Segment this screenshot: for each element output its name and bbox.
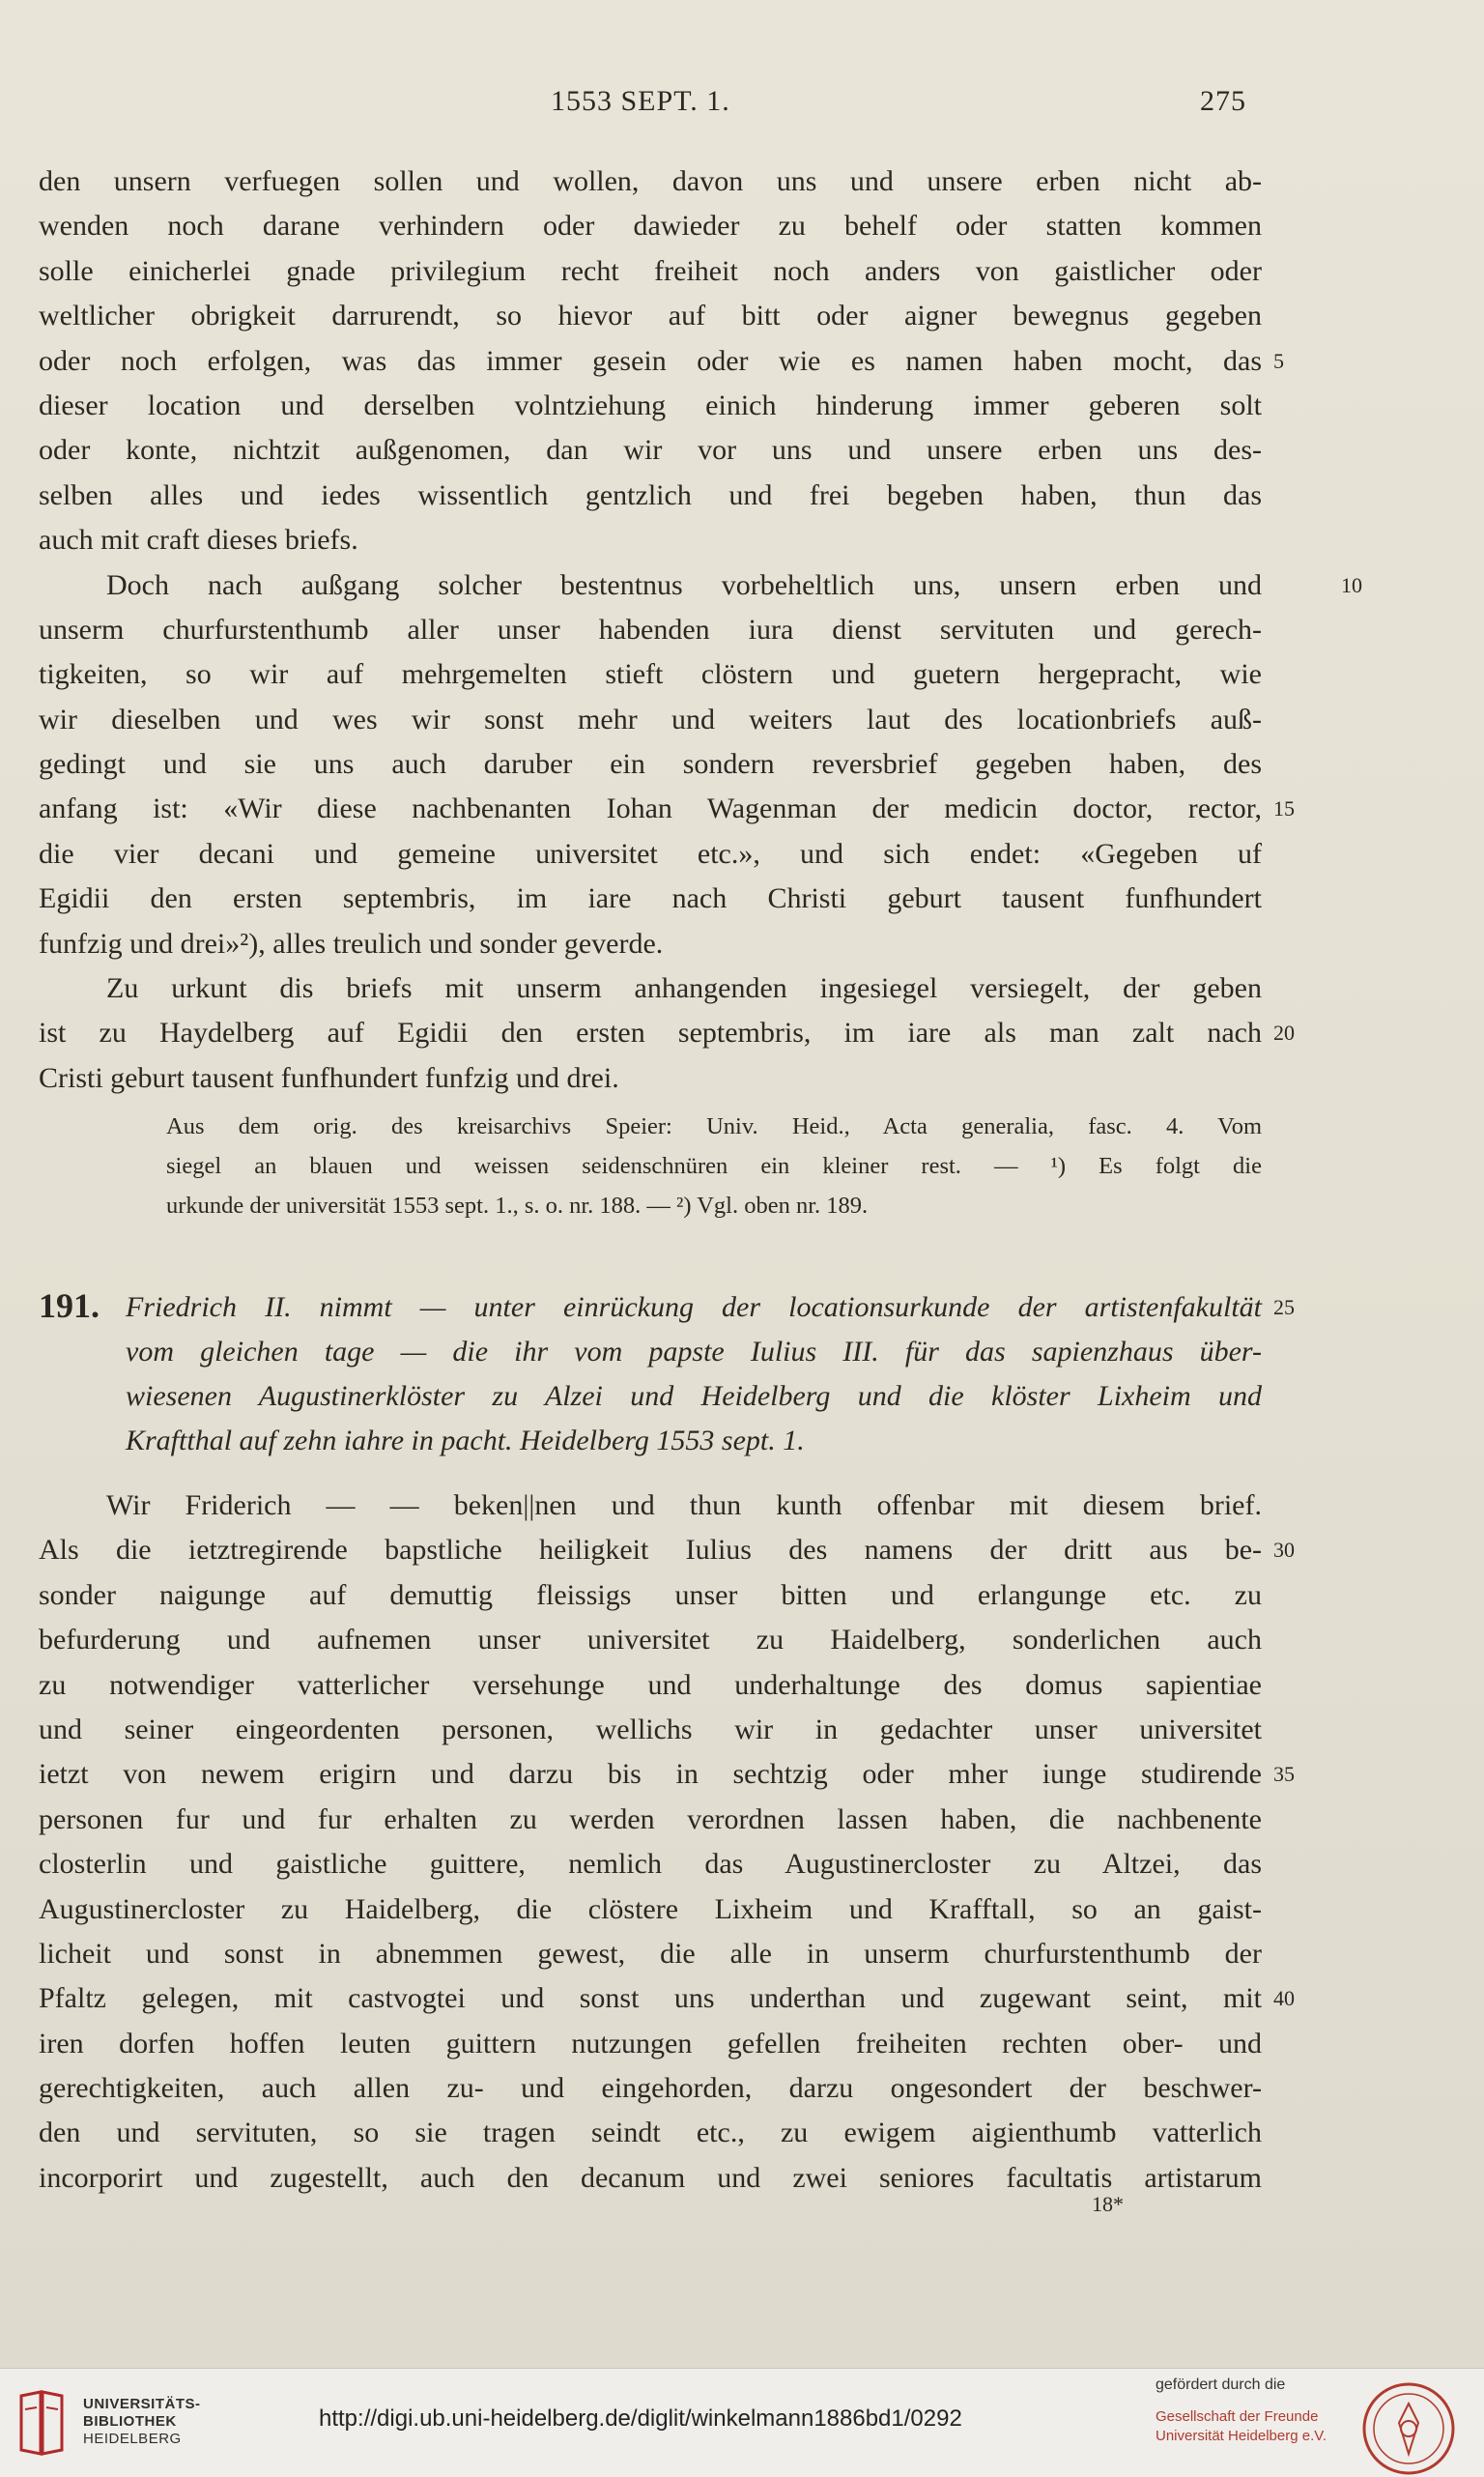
library-name [83,2396,201,2448]
text-line-content: oder konte, nichtzit außgenomen, dan wir vor uns und unsere erben uns des- [39,434,1262,467]
text-line [39,384,1262,428]
text-line [39,2066,1262,2111]
library-name-line3: HEIDELBERG [83,2431,182,2447]
text-line-content: gerechtigkeiten, auch allen zu- und eingehorden, darzu ongesondert der beschwer- [39,2072,1262,2105]
regest-line-content: Friedrich II. nimmt — unter einrückung der locationsurkunde der artistenfakultät [126,1291,1262,1323]
permalink-url[interactable]: http://digi.ub.uni-heidelberg.de/diglit/winkelmann1886bd1/0292 [319,2405,962,2432]
regest-line-content: vom gleichen tage — die ihr vom papste Iulius III. für das sapienzhaus über- [126,1336,1262,1368]
text-line [39,474,1262,518]
text-line [39,1887,1262,1932]
text-line-content: tigkeiten, so wir auf mehrgemelten stieft clöstern und guetern hergepracht, wie [39,658,1262,691]
funded-by-label: gefördert durch die [1156,2376,1286,2393]
society-name [1156,2407,1327,2446]
text-line-content: closterlin und gaistliche guittere, nemlich das Augustinercloster zu Altzei, das [39,1848,1262,1881]
text-line-content: befurderung und aufnemen unser universitet zu Haidelberg, sonderlichen auch [39,1624,1262,1656]
text-line [39,1708,1262,1752]
text-line [39,1976,1295,2021]
text-line-content: Cristi geburt tausent funfhundert funfzig und drei. [39,1061,619,1094]
page-number: 275 [1200,85,1246,117]
text-line-content: personen fur und fur erhalten zu werden verordnen lassen haben, die nachbenente [39,1802,1262,1835]
text-line-content: licheit und sonst in abnemmen gewest, die alle in unserm churfurstenthumb der [39,1937,1262,1970]
text-line [39,1798,1262,1842]
text-line [39,294,1262,338]
text-line-content: Als die ietztregirende bapstliche heiligkeit Iulius des namens der dritt aus be- [39,1534,1262,1567]
text-line-content: Wir Friderich — — beken||nen und thun kunth offenbar mit diesem brief. [106,1489,1262,1521]
text-line-content: und seiner eingeordenten personen, wellichs wir in gedachter unser universitet [39,1713,1262,1745]
text-line [39,1663,1262,1708]
text-line [39,249,1262,294]
note-line: urkunde der universität 1553 sept. 1., s. o. nr. 188. — ²) Vgl. oben nr. 189. [166,1193,869,1219]
text-line [39,1056,1262,1101]
text-line [39,2022,1262,2066]
text-line-content: unserm churfurstenthumb aller unser habenden iura dienst servituten und gerech- [39,613,1262,646]
university-library-logo-icon [14,2390,70,2458]
text-line-content: Egidii den ersten septembris, im iare nach Christi geburt tausent funfhundert [39,882,1262,915]
text-line [39,698,1262,742]
text-line [39,339,1284,384]
regest-line-content: Kraftthal auf zehn iahre in pacht. Heidelberg 1553 sept. 1. [126,1425,805,1456]
text-line [39,608,1262,652]
text-line-content: ietzt von newem erigirn und darzu bis in sechtzig oder mher iunge studirende [39,1758,1262,1791]
text-line [39,1618,1262,1662]
line-number: 5 [1273,348,1284,373]
note-line: siegel an blauen und weissen seidenschnüren ein kleiner rest. — ¹) Es folgt die [166,1153,1262,1179]
text-line-content: Zu urkunt dis briefs mit unserm anhangenden ingesiegel versiegelt, der geben [106,972,1262,1005]
society-name-line2: Universität Heidelberg e.V. [1156,2428,1327,2444]
text-line [39,1842,1262,1887]
text-line-content: anfang ist: «Wir diese nachbenanten Iohan Wagenman der medicin doctor, rector, [39,792,1262,825]
text-line [39,787,1295,831]
university-seal-icon [1360,2380,1457,2477]
text-line [39,2111,1262,2155]
source-notes [166,1107,1262,1225]
text-line-content: gedingt und sie uns auch daruber ein sondern reversbrief gegeben haben, des [39,748,1262,781]
text-line [39,563,1362,608]
text-line-content: zu notwendiger vatterlicher versehunge und underhaltunge des domus sapientiae [39,1668,1262,1701]
text-line [39,1573,1262,1618]
text-line [39,966,1262,1011]
text-line-content: ist zu Haydelberg auf Egidii den ersten septembris, im iare als man zalt nach [39,1017,1262,1050]
text-line-content: selben alles und iedes wissentlich gentzlich und frei begeben haben, thun das [39,478,1262,511]
text-line [39,1011,1295,1055]
text-line-content: solle einicherlei gnade privilegium recht freiheit noch anders von gaistlicher oder [39,254,1262,287]
text-line [39,922,1262,966]
text-line-content: wenden noch darane verhindern oder dawieder zu behelf oder statten kommen [39,210,1262,243]
body-text-part2 [39,1483,1295,2201]
text-line [39,1752,1295,1797]
line-number: 35 [1273,1762,1295,1787]
text-line-content: sonder naigunge auf demuttig fleissigs unser bitten und erlangunge etc. zu [39,1578,1262,1611]
text-line [39,877,1262,921]
text-line-content: auch mit craft dieses briefs. [39,524,358,557]
text-line-content: oder noch erfolgen, was das immer gesein oder wie es namen haben mocht, das [39,344,1262,377]
text-line [39,204,1262,248]
text-line [39,1932,1262,1976]
text-line-content: den unsern verfuegen sollen und wollen, davon uns und unsere erben nicht ab- [39,165,1262,197]
society-name-line1: Gesellschaft der Freunde [1156,2408,1319,2425]
signature-mark: 18* [1092,2192,1124,2216]
regest-line [126,1330,1262,1374]
line-number: 30 [1273,1538,1295,1563]
note-line: Aus dem orig. des kreisarchivs Speier: Univ. Heid., Acta generalia, fasc. 4. Vom [166,1113,1262,1139]
text-line [39,832,1262,877]
text-line [39,742,1262,787]
text-line-content: funfzig und drei»²), alles treulich und sonder geverde. [39,927,664,960]
document-number: 191. [39,1286,100,1325]
text-line [39,428,1262,473]
text-line [39,2156,1262,2201]
text-line-content: den und servituten, so sie tragen seindt etc., zu ewigem aigienthumb vatterlich [39,2117,1262,2149]
digitization-footer [0,2368,1484,2477]
body-text-part1 [39,159,1362,1101]
text-line [39,159,1262,204]
line-number: 20 [1273,1021,1295,1046]
text-line-content: wir dieselben und wes wir sonst mehr und weiters laut des locationbriefs auß- [39,703,1262,735]
text-line-content: weltlicher obrigkeit darrurendt, so hievor auf bitt oder aigner bewegnus gegeben [39,300,1262,332]
regest-line [126,1285,1295,1330]
running-header [0,85,1484,124]
text-line [39,1483,1262,1528]
line-number: 10 [1341,572,1362,597]
text-line-content: iren dorfen hoffen leuten guittern nutzungen gefellen freiheiten rechten ober- und [39,2027,1262,2059]
line-number: 15 [1273,796,1295,821]
library-name-line2: BIBLIOTHEK [83,2413,177,2430]
text-line [39,652,1262,697]
regest-line [126,1419,1262,1463]
line-number: 25 [1273,1295,1295,1319]
text-line-content: incorporirt und zugestellt, auch den decanum und zwei seniores facultatis artistarum [39,2161,1262,2194]
text-line-content: Augustinercloster zu Haidelberg, die clöstere Lixheim und Krafftall, so an gaist- [39,1892,1262,1925]
text-line-content: Pfaltz gelegen, mit castvogtei und sonst uns underthan und zugewant seint, mit [39,1982,1262,2015]
text-line [39,1528,1295,1572]
header-title: 1553 SEPT. 1. [551,85,730,117]
regest-line-content: wiesenen Augustinerklöster zu Alzei und Heidelberg und die klöster Lixheim und [126,1380,1262,1412]
library-name-line1: UNIVERSITÄTS- [83,2396,201,2412]
text-line [39,518,1262,562]
regest-line [126,1374,1262,1419]
line-number: 40 [1273,1986,1295,2011]
text-line-content: die vier decani und gemeine universitet etc.», und sich endet: «Gegeben uf [39,837,1262,870]
text-line-content: dieser location und derselben volntziehung einich hinderung immer geberen solt [39,389,1262,421]
text-line-content: Doch nach außgang solcher bestentnus vorbeheltlich uns, unsern erben und [106,568,1262,601]
